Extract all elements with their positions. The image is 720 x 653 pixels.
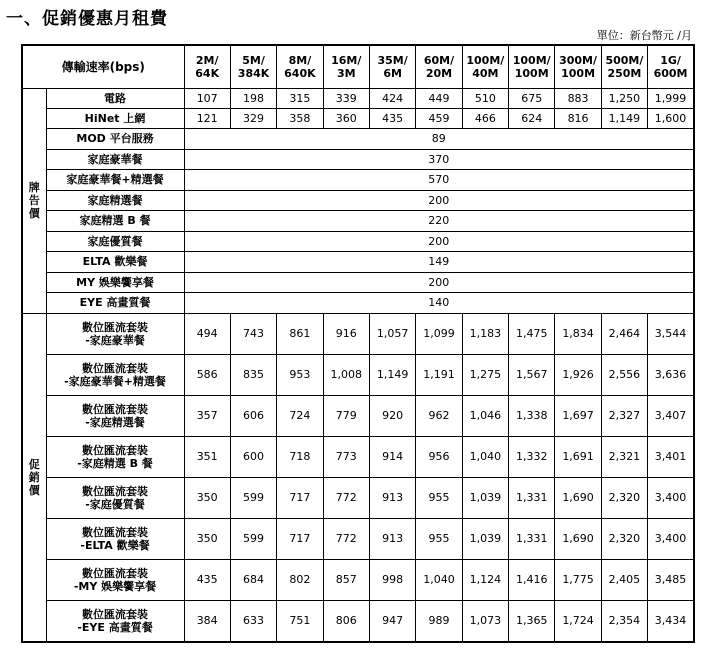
price-cell: 358	[277, 109, 323, 129]
price-cell: 107	[184, 89, 230, 109]
price-cell: 1,099	[416, 313, 462, 354]
speed-header	[601, 45, 647, 89]
speed-up: 100M	[561, 67, 596, 80]
speed-down: 2M/	[195, 54, 219, 67]
price-cell: 1,338	[509, 395, 555, 436]
list-price-flat-row	[22, 293, 694, 314]
package-label	[46, 436, 184, 477]
group-char: 告	[28, 194, 40, 208]
group-char: 價	[28, 483, 40, 497]
price-cell: 953	[277, 354, 323, 395]
price-cell: 121	[184, 109, 230, 129]
package-label-line2: -MY 娛樂饗享餐	[73, 579, 157, 593]
price-cell: 350	[184, 477, 230, 518]
row-label: 家庭精選餐	[46, 190, 184, 211]
speed-down: 5M/	[242, 54, 265, 67]
package-label	[46, 313, 184, 354]
price-cell: 724	[277, 395, 323, 436]
price-cell: 3,401	[648, 436, 694, 477]
flat-price-cell: 200	[184, 231, 694, 252]
speed-up: 3M	[336, 67, 356, 80]
list-price-flat-row	[22, 252, 694, 273]
row-label: 家庭優質餐	[46, 231, 184, 252]
price-cell: 1,416	[509, 559, 555, 600]
list-price-group-label	[22, 89, 46, 314]
package-label-line2: -ELTA 歡樂餐	[80, 538, 150, 552]
price-cell: 3,485	[648, 559, 694, 600]
price-cell: 914	[369, 436, 415, 477]
list-price-row	[22, 109, 694, 129]
price-cell: 913	[369, 518, 415, 559]
row-label: ELTA 歡樂餐	[46, 252, 184, 273]
promo-price-row	[22, 313, 694, 354]
price-cell: 633	[230, 600, 276, 642]
package-label-line2: -EYE 高畫質餐	[77, 620, 153, 634]
price-cell: 1,332	[509, 436, 555, 477]
price-cell: 3,636	[648, 354, 694, 395]
package-label-line1: 數位匯流套裝	[82, 566, 148, 580]
price-cell: 861	[277, 313, 323, 354]
price-cell: 956	[416, 436, 462, 477]
price-cell: 1,191	[416, 354, 462, 395]
price-cell: 913	[369, 477, 415, 518]
price-cell: 2,354	[601, 600, 647, 642]
speed-down: 1G/	[660, 54, 681, 67]
list-price-flat-row	[22, 129, 694, 150]
price-cell: 599	[230, 477, 276, 518]
price-cell: 198	[230, 89, 276, 109]
promo-price-row	[22, 477, 694, 518]
flat-price-cell: 370	[184, 149, 694, 170]
package-label-line1: 數位匯流套裝	[82, 443, 148, 457]
price-cell: 1,250	[601, 89, 647, 109]
package-label-line1: 數位匯流套裝	[82, 607, 148, 621]
price-cell: 357	[184, 395, 230, 436]
price-cell: 1,600	[648, 109, 694, 129]
row-label: 家庭精選 B 餐	[46, 211, 184, 232]
price-cell: 743	[230, 313, 276, 354]
list-price-flat-row	[22, 149, 694, 170]
price-cell: 779	[323, 395, 369, 436]
package-label-line2: -家庭優質餐	[85, 497, 145, 511]
row-label: 家庭豪華餐+精選餐	[46, 170, 184, 191]
price-cell: 3,400	[648, 477, 694, 518]
price-cell: 1,724	[555, 600, 601, 642]
price-cell: 1,999	[648, 89, 694, 109]
flat-price-cell: 200	[184, 272, 694, 293]
package-label-line2: -家庭精選餐	[85, 415, 145, 429]
package-label-line1: 數位匯流套裝	[82, 320, 148, 334]
group-char: 價	[28, 207, 40, 221]
price-cell: 1,149	[369, 354, 415, 395]
speed-header	[323, 45, 369, 89]
list-price-flat-row	[22, 231, 694, 252]
speed-header	[277, 45, 323, 89]
price-cell: 1,690	[555, 518, 601, 559]
speed-down: 100M/	[466, 54, 505, 67]
speed-header	[648, 45, 694, 89]
row-label: 家庭豪華餐	[46, 149, 184, 170]
package-label	[46, 559, 184, 600]
price-cell: 1,691	[555, 436, 601, 477]
promo-price-row	[22, 518, 694, 559]
price-cell: 2,405	[601, 559, 647, 600]
price-cell: 2,320	[601, 477, 647, 518]
price-cell: 2,556	[601, 354, 647, 395]
speed-down: 100M/	[512, 54, 551, 67]
price-cell: 1,073	[462, 600, 508, 642]
price-cell: 360	[323, 109, 369, 129]
speed-up: 100M	[514, 67, 549, 80]
speed-up: 250M	[607, 67, 642, 80]
price-cell: 1,567	[509, 354, 555, 395]
unit-note: 單位：新台幣元 /月	[596, 29, 692, 42]
package-label-line1: 數位匯流套裝	[82, 484, 148, 498]
price-cell: 3,400	[648, 518, 694, 559]
price-cell: 1,183	[462, 313, 508, 354]
price-cell: 435	[184, 559, 230, 600]
price-cell: 2,321	[601, 436, 647, 477]
price-cell: 329	[230, 109, 276, 129]
price-cell: 1,690	[555, 477, 601, 518]
price-cell: 998	[369, 559, 415, 600]
rate-caption: 傳輸速率(bps)	[22, 45, 184, 89]
price-cell: 1,775	[555, 559, 601, 600]
speed-down: 60M/	[423, 54, 455, 67]
price-cell: 384	[184, 600, 230, 642]
speed-down: 35M/	[377, 54, 408, 67]
price-table	[21, 44, 695, 643]
price-cell: 1,057	[369, 313, 415, 354]
package-label-line2: -家庭豪華餐+精選餐	[64, 374, 166, 388]
price-cell: 1,697	[555, 395, 601, 436]
package-label-line1: 數位匯流套裝	[82, 361, 148, 375]
package-label-line2: -家庭豪華餐	[85, 333, 145, 347]
price-cell: 1,475	[509, 313, 555, 354]
price-cell: 599	[230, 518, 276, 559]
price-cell: 466	[462, 109, 508, 129]
package-label	[46, 354, 184, 395]
promo-price-row	[22, 600, 694, 642]
flat-price-cell: 89	[184, 129, 694, 150]
page-title: 一、促銷優惠月租費	[6, 9, 168, 29]
price-cell: 773	[323, 436, 369, 477]
list-price-flat-row	[22, 272, 694, 293]
speed-header	[230, 45, 276, 89]
header-row	[22, 45, 694, 89]
price-cell: 2,320	[601, 518, 647, 559]
row-label: EYE 高畫質餐	[46, 293, 184, 314]
promo-price-group-label	[22, 313, 46, 642]
price-cell: 586	[184, 354, 230, 395]
speed-up: 40M	[472, 67, 499, 80]
price-cell: 350	[184, 518, 230, 559]
price-cell: 2,327	[601, 395, 647, 436]
price-cell: 494	[184, 313, 230, 354]
speed-header	[555, 45, 601, 89]
list-price-flat-row	[22, 190, 694, 211]
list-price-flat-row	[22, 170, 694, 191]
row-label: 電路	[46, 89, 184, 109]
price-cell: 3,434	[648, 600, 694, 642]
price-cell: 449	[416, 89, 462, 109]
package-label-line1: 數位匯流套裝	[82, 525, 148, 539]
price-cell: 1,149	[601, 109, 647, 129]
price-cell: 1,008	[323, 354, 369, 395]
list-price-flat-row	[22, 211, 694, 232]
group-char: 牌	[28, 181, 40, 195]
price-cell: 947	[369, 600, 415, 642]
speed-header	[509, 45, 555, 89]
group-char: 銷	[28, 470, 40, 484]
price-cell: 989	[416, 600, 462, 642]
speed-up: 600M	[653, 67, 688, 80]
speed-header	[369, 45, 415, 89]
speed-header	[462, 45, 508, 89]
price-cell: 510	[462, 89, 508, 109]
price-cell: 675	[509, 89, 555, 109]
package-label	[46, 477, 184, 518]
price-cell: 955	[416, 518, 462, 559]
row-label: HiNet 上網	[46, 109, 184, 129]
price-cell: 802	[277, 559, 323, 600]
package-label	[46, 395, 184, 436]
price-cell: 1,331	[509, 477, 555, 518]
price-cell: 772	[323, 518, 369, 559]
price-cell: 920	[369, 395, 415, 436]
price-cell: 1,039	[462, 518, 508, 559]
speed-up: 6M	[383, 67, 402, 80]
price-cell: 1,124	[462, 559, 508, 600]
price-cell: 1,040	[416, 559, 462, 600]
price-cell: 1,040	[462, 436, 508, 477]
price-cell: 717	[277, 518, 323, 559]
price-cell: 806	[323, 600, 369, 642]
package-label-line1: 數位匯流套裝	[82, 402, 148, 416]
list-price-row	[22, 89, 694, 109]
flat-price-cell: 220	[184, 211, 694, 232]
promo-price-row	[22, 395, 694, 436]
group-char: 促	[28, 457, 40, 471]
price-cell: 916	[323, 313, 369, 354]
price-cell: 606	[230, 395, 276, 436]
package-label	[46, 518, 184, 559]
price-cell: 424	[369, 89, 415, 109]
price-cell: 1,039	[462, 477, 508, 518]
price-cell: 717	[277, 477, 323, 518]
speed-down: 500M/	[605, 54, 644, 67]
flat-price-cell: 149	[184, 252, 694, 273]
speed-up: 640K	[284, 67, 316, 80]
price-cell: 1,046	[462, 395, 508, 436]
price-cell: 2,464	[601, 313, 647, 354]
price-cell: 3,544	[648, 313, 694, 354]
price-cell: 718	[277, 436, 323, 477]
price-cell: 351	[184, 436, 230, 477]
price-cell: 772	[323, 477, 369, 518]
price-cell: 955	[416, 477, 462, 518]
speed-down: 300M/	[559, 54, 598, 67]
price-cell: 962	[416, 395, 462, 436]
price-cell: 339	[323, 89, 369, 109]
speed-header	[416, 45, 462, 89]
row-label: MOD 平台服務	[46, 129, 184, 150]
price-cell: 1,365	[509, 600, 555, 642]
speed-down: 8M/	[288, 54, 312, 67]
price-cell: 883	[555, 89, 601, 109]
price-cell: 315	[277, 89, 323, 109]
promo-price-row	[22, 559, 694, 600]
price-cell: 835	[230, 354, 276, 395]
flat-price-cell: 570	[184, 170, 694, 191]
price-cell: 459	[416, 109, 462, 129]
price-cell: 1,331	[509, 518, 555, 559]
price-cell: 3,407	[648, 395, 694, 436]
speed-up: 64K	[195, 67, 220, 80]
price-cell: 600	[230, 436, 276, 477]
price-cell: 684	[230, 559, 276, 600]
package-label	[46, 600, 184, 642]
price-cell: 1,275	[462, 354, 508, 395]
price-cell: 1,834	[555, 313, 601, 354]
speed-header	[184, 45, 230, 89]
price-cell: 816	[555, 109, 601, 129]
price-cell: 435	[369, 109, 415, 129]
price-cell: 857	[323, 559, 369, 600]
price-cell: 751	[277, 600, 323, 642]
package-label-line2: -家庭精選 B 餐	[77, 456, 153, 470]
speed-down: 16M/	[331, 54, 362, 67]
flat-price-cell: 140	[184, 293, 694, 314]
price-cell: 1,926	[555, 354, 601, 395]
flat-price-cell: 200	[184, 190, 694, 211]
speed-up: 20M	[425, 67, 453, 80]
speed-up: 384K	[237, 67, 270, 80]
price-cell: 624	[509, 109, 555, 129]
promo-price-row	[22, 354, 694, 395]
promo-price-row	[22, 436, 694, 477]
row-label: MY 娛樂饗享餐	[46, 272, 184, 293]
